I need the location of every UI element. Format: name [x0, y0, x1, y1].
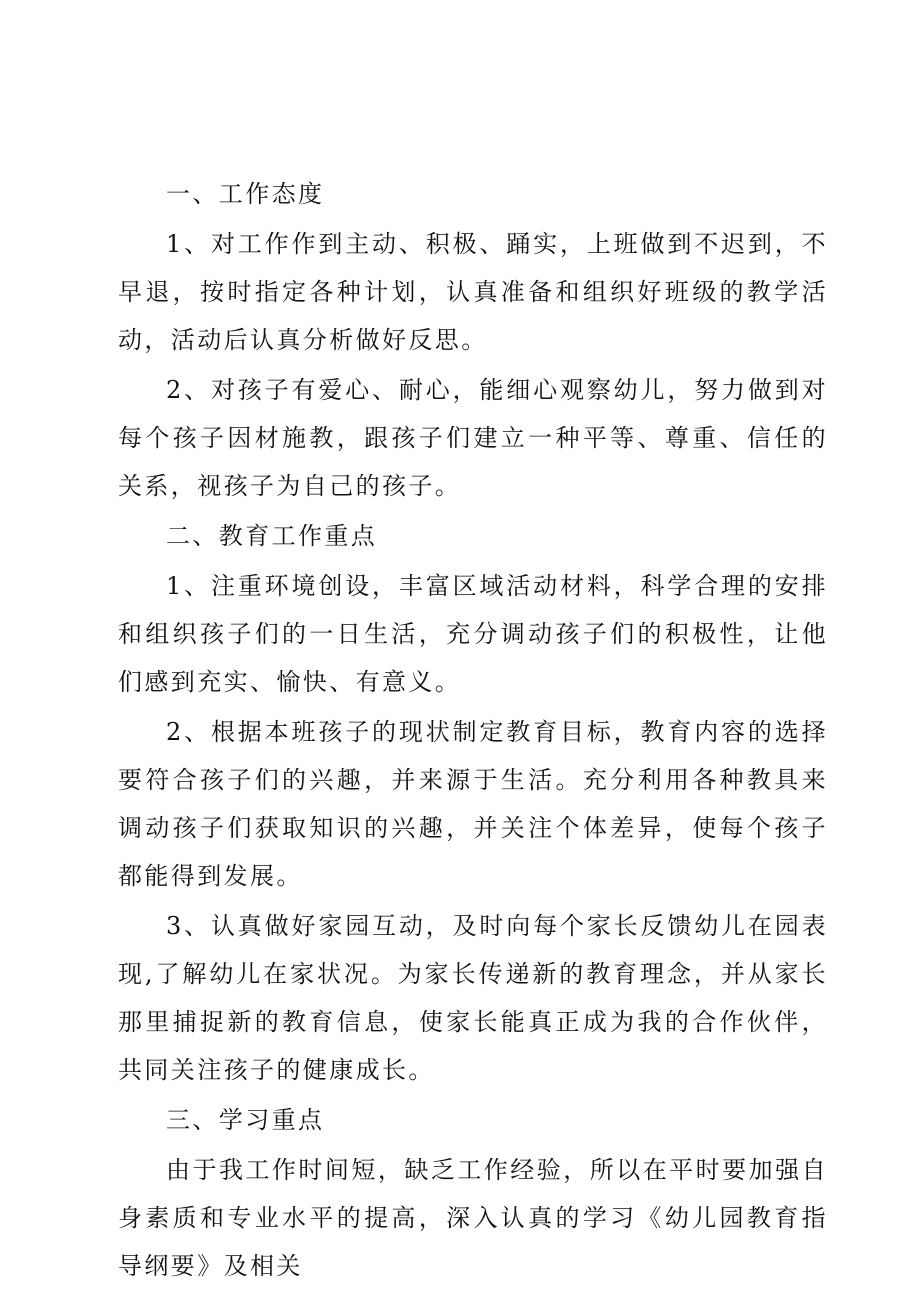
attitude-paragraph-2: 2、对孩子有爱心、耐心，能细心观察幼儿，努力做到对每个孩子因材施教，跟孩子们建立一种平等、尊重、信任的关系，视孩子为自己的孩子。: [118, 376, 828, 500]
study-paragraph-1: 由于我工作时间短，缺乏工作经验，所以在平时要加强自身素质和专业水平的提高，深入认真的学习《幼儿园教育指导纲要》及相关: [118, 1156, 828, 1280]
education-paragraph-2: 2、根据本班孩子的现状制定教育目标，教育内容的选择要符合孩子们的兴趣，并来源于生活。充分利用各种教具来调动孩子们获取知识的兴趣，并关注个体差异，使每个孩子都能得到发展。: [118, 718, 828, 890]
section-heading-attitude: 一、工作态度: [166, 180, 325, 208]
section-heading-education-focus: 二、教育工作重点: [166, 522, 378, 550]
education-paragraph-1: 1、注重环境创设，丰富区域活动材料，科学合理的安排和组织孩子们的一日生活，充分调动孩子们的积极性，让他们感到充实、愉快、有意义。: [118, 572, 828, 696]
education-paragraph-3: 3、认真做好家园互动，及时向每个家长反馈幼儿在园表现,了解幼儿在家状况。为家长传递新的教育理念，并从家长那里捕捉新的教育信息，使家长能真正成为我的合作伙伴，共同关注孩子的健康成长。: [118, 912, 828, 1084]
attitude-paragraph-1: 1、对工作作到主动、积极、踊实，上班做到不迟到，不早退，按时指定各种计划，认真准备和组织好班级的教学活动，活动后认真分析做好反思。: [118, 230, 828, 354]
section-heading-study-focus: 三、学习重点: [166, 1106, 325, 1134]
document-body: [118, 168, 828, 1292]
